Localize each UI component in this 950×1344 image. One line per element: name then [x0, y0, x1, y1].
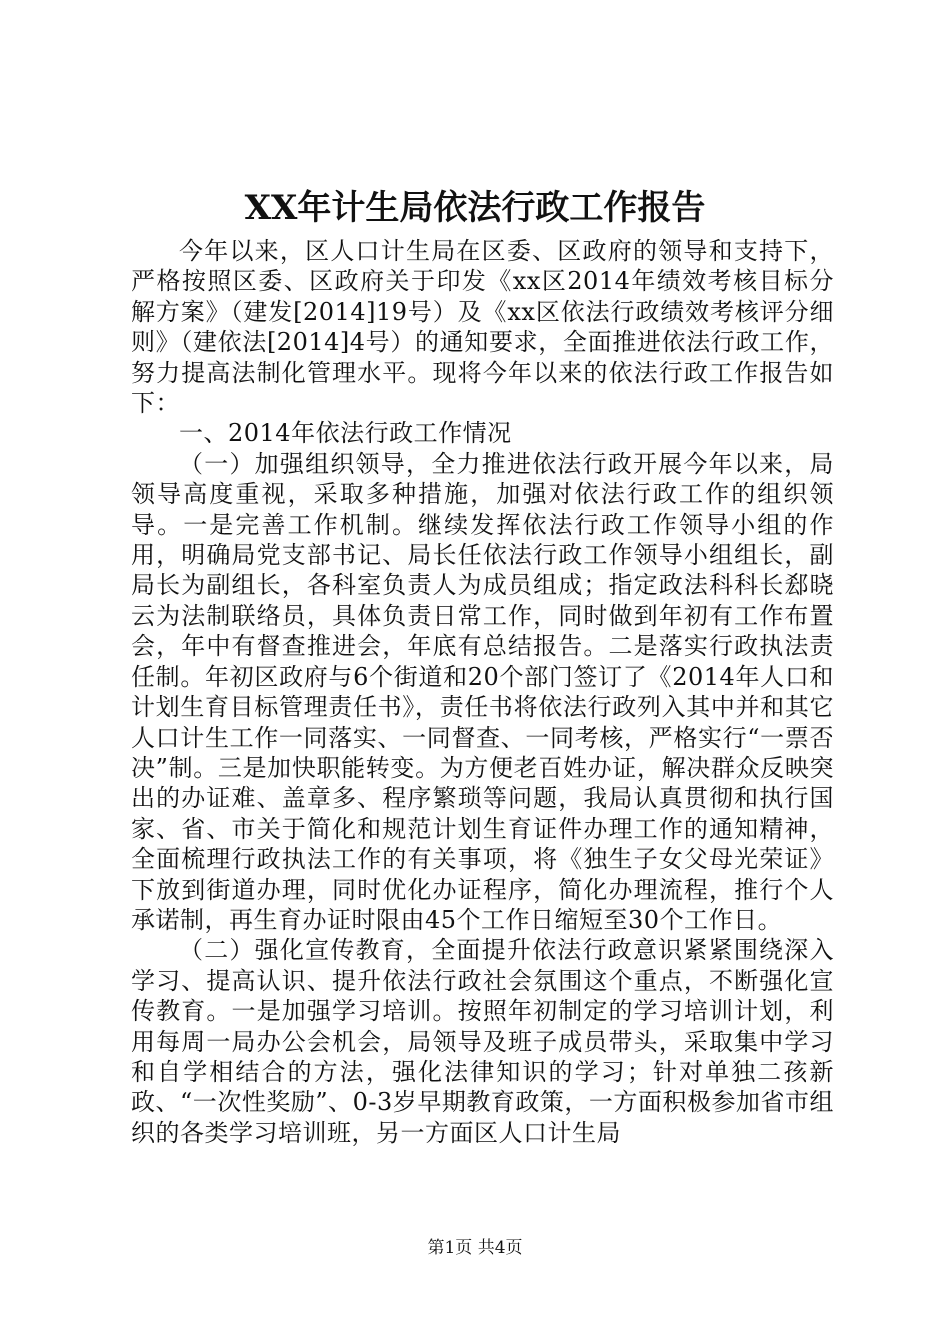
document-body — [131, 236, 834, 1148]
document-title: XX年计生局依法行政工作报告 — [244, 188, 706, 228]
paragraph-intro: 今年以来，区人口计生局在区委、区政府的领导和支持下，严格按照区委、区政府关于印发《xx区2014年绩效考核目标分解方案》（建发[2014]19号）及《xx区依法行政绩效考核评分细则》（建依法[2014]4号）的通知要求，全面推进依法行政工作，努力提高法制化管理水平。现将今年以来的依法行政工作报告如下： — [131, 237, 834, 418]
section-heading: 一、2014年依法行政工作情况 — [179, 419, 512, 448]
paragraph-organization: （一）加强组织领导，全力推进依法行政开展今年以来，局领导高度重视，采取多种措施，加强对依法行政工作的组织领导。一是完善工作机制。继续发挥依法行政工作领导小组的作用，明确局党支部书记、局长任依法行政工作领导小组组长，副局长为副组长，各科室负责人为成员组成；指定政法科科长郄晓云为法制联络员，具体负责日常工作，同时做到年初有工作布置会，年中有督查推进会，年底有总结报告。二是落实行政执法责任制。年初区政府与6个街道和20个部门签订了《2014年人口和计划生育目标管理责任书》，责任书将依法行政列入其中并和其它人口计生工作一同落实、一同督查、一同考核，严格实行“一票否决”制。三是加快职能转变。为方便老百姓办证，解决群众反映突出的办证难、盖章多、程序繁琐等问题，我局认真贯彻和执行国家、省、市关于简化和规范计划生育证件办理工作的通知精神，全面梳理行政执法工作的有关事项，将《独生子女父母光荣证》下放到街道办理，同时优化办证程序，简化办理流程，推行个人承诺制，再生育办证时限由45个工作日缩短至30个工作日。 — [131, 449, 834, 934]
page-number-footer: 第1页 共4页 — [427, 1238, 523, 1258]
paragraph-education: （二）强化宣传教育，全面提升依法行政意识紧紧围绕深入学习、提高认识、提升依法行政社会氛围这个重点，不断强化宣传教育。一是加强学习培训。按照年初制定的学习培训计划，利用每周一局办公会机会，局领导及班子成员带头，采取集中学习和自学相结合的方法，强化法律知识的学习；针对单独二孩新政、“一次性奖励”、0-3岁早期教育政策，一方面积极参加省市组织的各类学习培训班，另一方面区人口计生局 — [131, 936, 834, 1147]
